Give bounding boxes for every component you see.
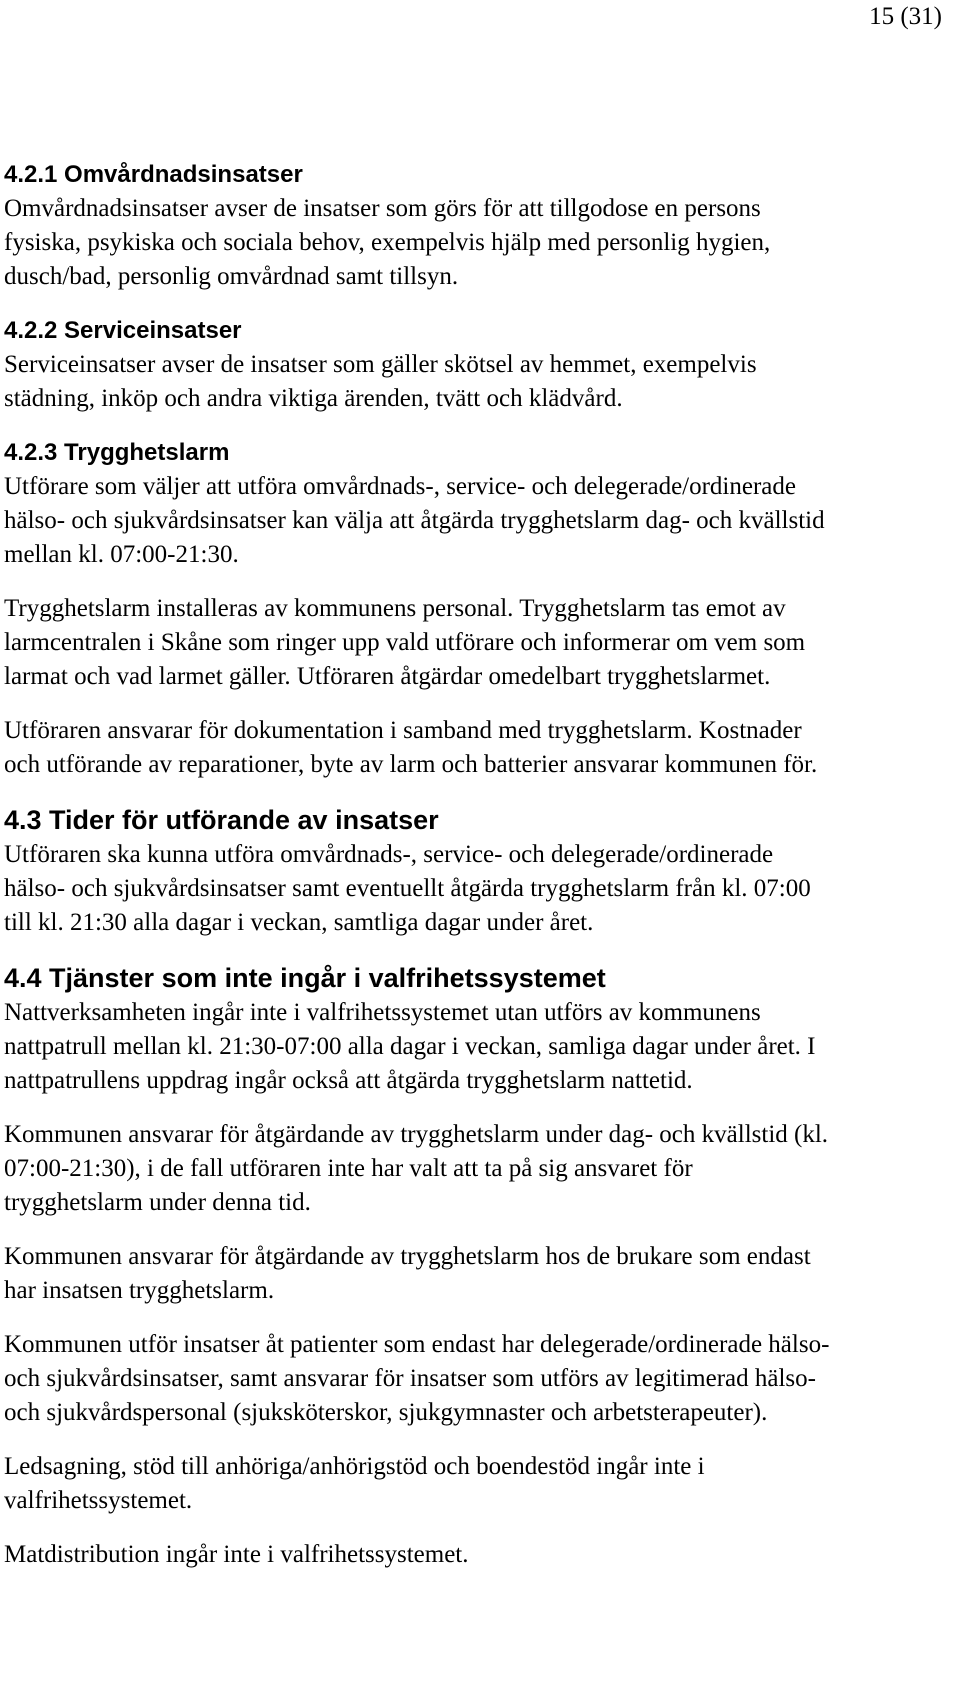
text-line: till kl. 21:30 alla dagar i veckan, samtliga dagar under året. <box>4 909 594 936</box>
paragraph <box>4 714 954 782</box>
text-line: dusch/bad, personlig omvårdnad samt tillsyn. <box>4 263 459 290</box>
text-line: trygghetslarm under denna tid. <box>4 1189 311 1216</box>
paragraph <box>4 192 954 294</box>
text-line: mellan kl. 07:00-21:30. <box>4 541 239 568</box>
text-line: Utföraren ska kunna utföra omvårdnads-, service- och delegerade/ordinerade <box>4 841 774 868</box>
text-line: Kommunen utför insatser åt patienter som endast har delegerade/ordinerade hälso- <box>4 1331 830 1358</box>
paragraph <box>4 838 954 940</box>
text-line: städning, inköp och andra viktiga ärenden, tvätt och klädvård. <box>4 385 623 412</box>
text-line: fysiska, psykiska och sociala behov, exempelvis hjälp med personlig hygien, <box>4 229 771 256</box>
text-line: Nattverksamheten ingår inte i valfrihetssystemet utan utförs av kommunens <box>4 999 761 1026</box>
paragraph <box>4 470 954 572</box>
section-heading-4-2-3: 4.2.3 Trygghetslarm <box>4 439 230 466</box>
paragraph <box>4 996 954 1098</box>
text-line: Kommunen ansvarar för åtgärdande av trygghetslarm hos de brukare som endast <box>4 1243 811 1270</box>
text-line: Omvårdnadsinsatser avser de insatser som görs för att tillgodose en persons <box>4 195 761 222</box>
text-line: hälso- och sjukvårdsinsatser samt eventuellt åtgärda trygghetslarm från kl. 07:00 <box>4 875 811 902</box>
text-line: och sjukvårdsinsatser, samt ansvarar för insatser som utförs av legitimerad hälso- <box>4 1365 816 1392</box>
text-line: Matdistribution ingår inte i valfrihetssystemet. <box>4 1541 469 1568</box>
paragraph <box>4 1328 954 1430</box>
paragraph <box>4 1118 954 1220</box>
text-line: nattpatrull mellan kl. 21:30-07:00 alla dagar i veckan, samliga dagar under året. I <box>4 1033 816 1060</box>
text-line: har insatsen trygghetslarm. <box>4 1277 275 1304</box>
paragraph <box>4 1240 954 1308</box>
page-number: 15 (31) <box>869 3 942 30</box>
text-line: Utförare som väljer att utföra omvårdnads-, service- och delegerade/ordinerade <box>4 473 796 500</box>
text-line: Utföraren ansvarar för dokumentation i samband med trygghetslarm. Kostnader <box>4 717 802 744</box>
text-line: 07:00-21:30), i de fall utföraren inte har valt att ta på sig ansvaret för <box>4 1155 693 1182</box>
text-line: larmat och vad larmet gäller. Utföraren åtgärdar omedelbart trygghetslarmet. <box>4 663 771 690</box>
text-line: Serviceinsatser avser de insatser som gäller skötsel av hemmet, exempelvis <box>4 351 757 378</box>
text-line: Kommunen ansvarar för åtgärdande av trygghetslarm under dag- och kvällstid (kl. <box>4 1121 829 1148</box>
text-line: och utförande av reparationer, byte av larm och batterier ansvarar kommunen för. <box>4 751 818 778</box>
text-line: nattpatrullens uppdrag ingår också att åtgärda trygghetslarm nattetid. <box>4 1067 693 1094</box>
text-line: hälso- och sjukvårdsinsatser kan välja att åtgärda trygghetslarm dag- och kvällstid <box>4 507 825 534</box>
paragraph <box>4 1450 954 1518</box>
text-line: larmcentralen i Skåne som ringer upp vald utförare och informerar om vem som <box>4 629 806 656</box>
paragraph <box>4 1538 954 1572</box>
section-heading-4-3: 4.3 Tider för utförande av insatser <box>4 805 439 835</box>
section-heading-4-2-1: 4.2.1 Omvårdnadsinsatser <box>4 161 303 188</box>
section-heading-4-4: 4.4 Tjänster som inte ingår i valfrihetssystemet <box>4 963 606 993</box>
document-body <box>4 158 954 1572</box>
paragraph <box>4 592 954 694</box>
section-heading-4-2-2: 4.2.2 Serviceinsatser <box>4 317 242 344</box>
text-line: Ledsagning, stöd till anhöriga/anhörigstöd och boendestöd ingår inte i <box>4 1453 705 1480</box>
text-line: Trygghetslarm installeras av kommunens personal. Trygghetslarm tas emot av <box>4 595 786 622</box>
text-line: och sjukvårdspersonal (sjuksköterskor, sjukgymnaster och arbetsterapeuter). <box>4 1399 768 1426</box>
text-line: valfrihetssystemet. <box>4 1487 193 1514</box>
paragraph <box>4 348 954 416</box>
